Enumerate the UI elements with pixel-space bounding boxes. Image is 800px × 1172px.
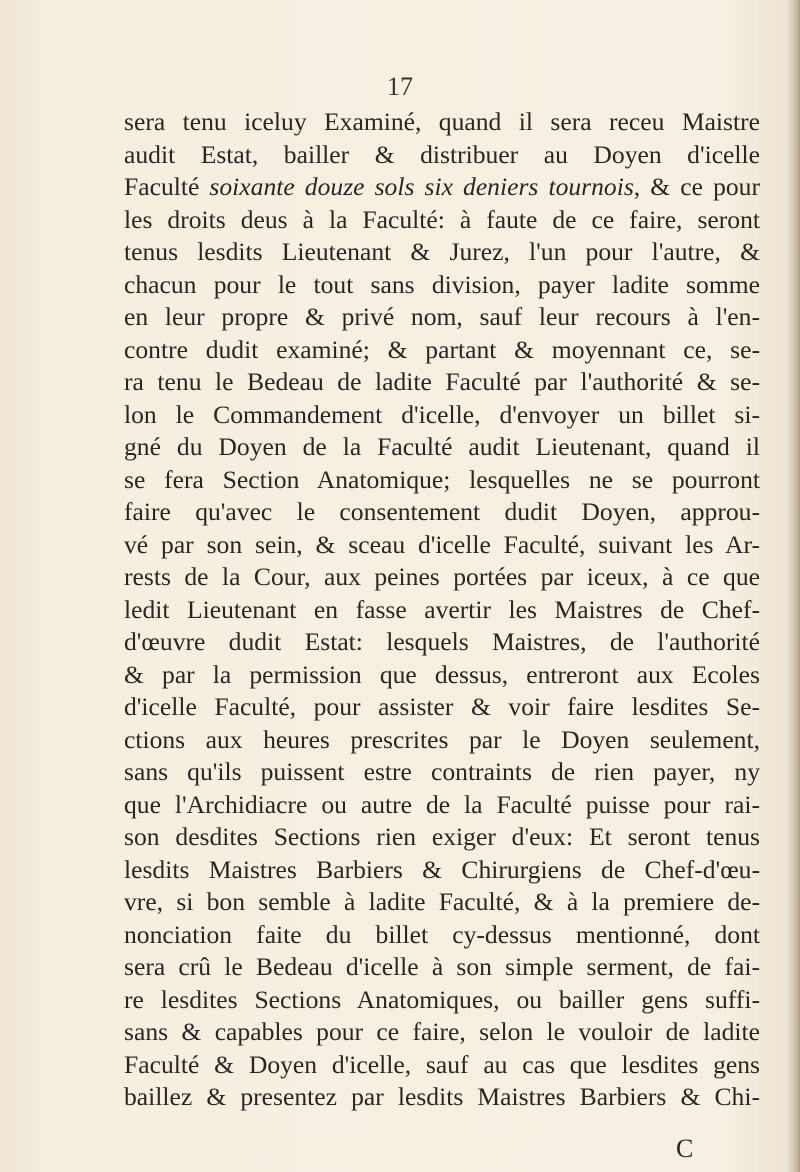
text-line: d'œuvre dudit Estat: lesquels Maistres, de l'authorité <box>124 627 760 656</box>
text-line: sans & capables pour ce faire, selon le vouloir de ladite <box>124 1017 760 1046</box>
text-line: vé par son sein, & sceau d'icelle Faculté, suivant les Ar- <box>124 529 760 559</box>
text-line: en leur propre & privé nom, sauf leur recours à l'en- <box>124 302 760 331</box>
text-line: que l'Archidiacre ou autre de la Faculté puisse pour rai- <box>124 789 760 819</box>
text-line: Faculté soixante douze sols six deniers tournois, & ce pour <box>124 172 760 201</box>
text-line: & par la permission que dessus, entreront aux Ecoles <box>124 659 760 689</box>
text-line: gné du Doyen de la Faculté audit Lieutenant, quand il <box>124 432 760 461</box>
text-line: ledit Lieutenant en fasse avertir les Maistres de Chef- <box>124 594 760 624</box>
text-line: re lesdites Sections Anatomiques, ou bailler gens suffi- <box>124 984 760 1014</box>
text-line: lon le Commandement d'icelle, d'envoyer un billet si- <box>124 399 760 429</box>
text-line: ra tenu le Bedeau de ladite Faculté par l'authorité & se- <box>124 367 760 396</box>
text-line: d'icelle Faculté, pour assister & voir faire lesdites Se- <box>124 692 760 721</box>
catchword: C <box>676 1134 694 1163</box>
text-line: contre dudit examiné; & partant & moyennant ce, se- <box>124 334 760 364</box>
text-line: chacun pour le tout sans division, payer ladite somme <box>124 269 760 299</box>
text-line: ctions aux heures prescrites par le Doyen seulement, <box>124 724 760 754</box>
text-line: se fera Section Anatomique; lesquelles ne se pourront <box>124 464 760 494</box>
text-line: sans qu'ils puissent estre contraints de rien payer, ny <box>124 757 760 786</box>
page-edge-shadow <box>786 0 800 1172</box>
text-line: baillez & presentez par lesdits Maistres Barbiers & Chi- <box>124 1082 760 1111</box>
text-line: audit Estat, bailler & distribuer au Doyen d'icelle <box>124 139 760 169</box>
text-line: tenus lesdits Lieutenant & Jurez, l'un pour l'autre, & <box>124 237 760 266</box>
text-line: vre, si bon semble à ladite Faculté, & à la premiere de- <box>124 887 760 916</box>
text-line: sera tenu iceluy Examiné, quand il sera receu Maistre <box>124 107 760 136</box>
page-number: 17 <box>387 72 413 101</box>
text-line: sera crû le Bedeau d'icelle à son simple serment, de fai- <box>124 952 760 981</box>
text-line: Faculté & Doyen d'icelle, sauf au cas que lesdites gens <box>124 1049 760 1079</box>
text-line: rests de la Cour, aux peines portées par iceux, à ce que <box>124 562 760 591</box>
text-line: les droits deus à la Faculté: à faute de ce faire, seront <box>124 204 760 234</box>
text-line: lesdits Maistres Barbiers & Chirurgiens de Chef-d'œu- <box>124 854 760 884</box>
text-line: faire qu'avec le consentement dudit Doyen, approu- <box>124 497 760 526</box>
text-line: son desdites Sections rien exiger d'eux: Et seront tenus <box>124 822 760 851</box>
body-text <box>124 106 760 1114</box>
text-line: nonciation faite du billet cy-dessus mentionné, dont <box>124 919 760 949</box>
